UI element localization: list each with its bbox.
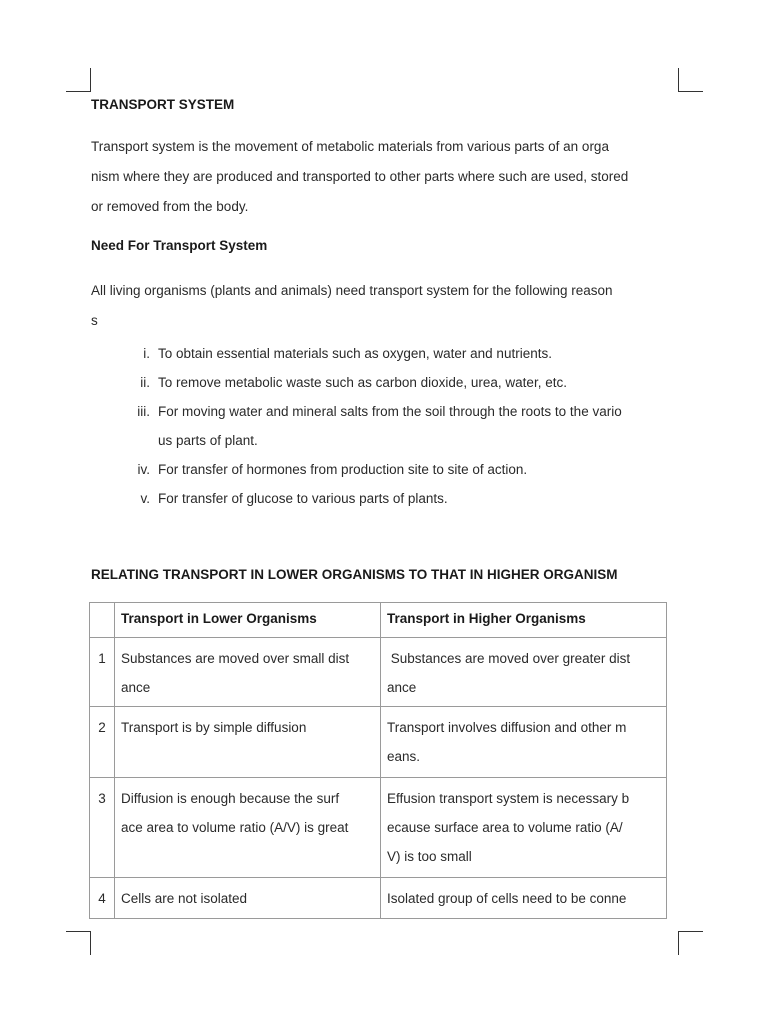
crop-mark-bottom-right-horizontal [678, 931, 703, 932]
row-number: 2 [90, 707, 115, 778]
crop-mark-top-right-vertical [678, 68, 679, 92]
intro-line: Transport system is the movement of metabolic materials from various parts of an orga [91, 139, 609, 154]
crop-mark-top-left-horizontal [66, 91, 91, 92]
list-item [0, 491, 768, 520]
table-header-row [90, 603, 667, 638]
cell-line: ecause surface area to volume ratio (A/ [387, 820, 623, 835]
comparison-table [89, 602, 667, 919]
relating-heading: RELATING TRANSPORT IN LOWER ORGANISMS TO THAT IN HIGHER ORGANISM [91, 567, 618, 582]
list-item-text: For transfer of glucose to various parts of plants. [158, 491, 448, 506]
cell-line: ace area to volume ratio (A/V) is great [121, 820, 349, 835]
cell-line: Isolated group of cells need to be conne [387, 891, 627, 906]
row-number: 3 [90, 778, 115, 878]
table-row [90, 878, 667, 919]
table-row [90, 778, 667, 878]
higher-cell [381, 778, 667, 878]
list-item-text: us parts of plant. [158, 433, 258, 448]
table-header-cell: Transport in Higher Organisms [381, 603, 667, 638]
table-header-cell: Transport in Lower Organisms [115, 603, 381, 638]
need-paragraph [91, 276, 691, 336]
list-item-text: For transfer of hormones from production site to site of action. [158, 462, 528, 477]
cell-line: Substances are moved over greater dist [387, 651, 631, 666]
row-number: 1 [90, 638, 115, 707]
list-item [0, 404, 768, 462]
page-title: TRANSPORT SYSTEM [91, 97, 235, 112]
lower-cell [115, 707, 381, 778]
cell-line: ance [387, 680, 417, 695]
intro-line: or removed from the body. [91, 199, 249, 214]
list-item-number: i. [143, 346, 150, 361]
reasons-list [0, 346, 768, 520]
cell-line: eans. [387, 749, 421, 764]
crop-mark-bottom-left-vertical [90, 931, 91, 955]
crop-mark-bottom-right-vertical [678, 931, 679, 955]
list-item [0, 462, 768, 491]
table-row [90, 638, 667, 707]
cell-line: Substances are moved over small dist [121, 651, 350, 666]
cell-line: Transport is by simple diffusion [121, 720, 307, 735]
row-number: 4 [90, 878, 115, 919]
list-item-number: ii. [140, 375, 150, 390]
cell-line: ance [121, 680, 151, 695]
table-header-cell [90, 603, 115, 638]
need-line: All living organisms (plants and animals) need transport system for the following reason [91, 283, 613, 298]
list-item-text: To remove metabolic waste such as carbon dioxide, urea, water, etc. [158, 375, 567, 390]
lower-cell [115, 638, 381, 707]
cell-line: V) is too small [387, 849, 472, 864]
list-item-number: v. [140, 491, 150, 506]
list-item-number: iv. [137, 462, 150, 477]
intro-line: nism where they are produced and transported to other parts where such are used, stored [91, 169, 629, 184]
list-item [0, 346, 768, 375]
crop-mark-top-left-vertical [90, 68, 91, 92]
cell-line: Diffusion is enough because the surf [121, 791, 340, 806]
list-item-text: For moving water and mineral salts from the soil through the roots to the vario [158, 404, 622, 419]
list-item-number: iii. [137, 404, 150, 419]
list-item [0, 375, 768, 404]
crop-mark-top-right-horizontal [678, 91, 703, 92]
cell-line: Effusion transport system is necessary b [387, 791, 630, 806]
intro-paragraph [91, 132, 691, 222]
cell-line: Cells are not isolated [121, 891, 248, 906]
higher-cell [381, 638, 667, 707]
lower-cell [115, 778, 381, 878]
need-line: s [91, 313, 98, 328]
need-heading: Need For Transport System [91, 238, 268, 253]
higher-cell [381, 878, 667, 919]
crop-mark-bottom-left-horizontal [66, 931, 91, 932]
lower-cell [115, 878, 381, 919]
higher-cell [381, 707, 667, 778]
table-row [90, 707, 667, 778]
list-item-text: To obtain essential materials such as oxygen, water and nutrients. [158, 346, 552, 361]
cell-line: Transport involves diffusion and other m [387, 720, 627, 735]
